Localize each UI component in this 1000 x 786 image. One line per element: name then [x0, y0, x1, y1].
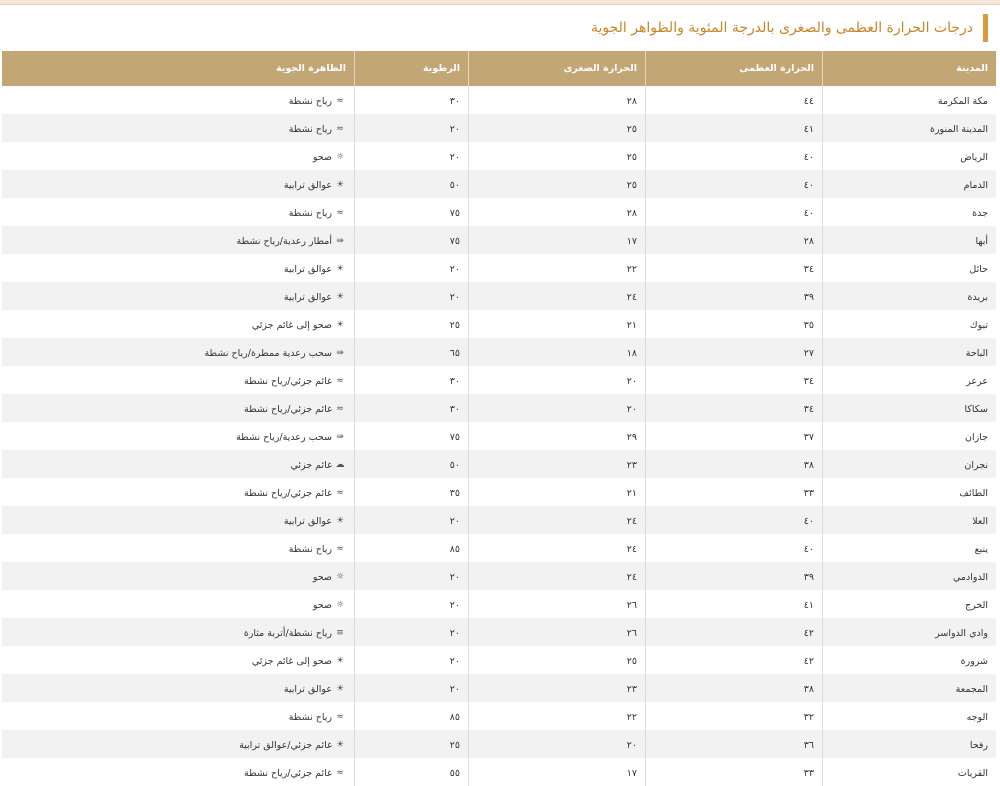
weather-label [289, 712, 346, 723]
cell-weather [2, 282, 355, 310]
cell-weather [2, 366, 355, 394]
table-row [2, 254, 996, 282]
weather-text: رياح نشطة [288, 207, 332, 219]
cell-humidity: ٢٠ [355, 142, 469, 170]
cell-min-temp: ٢٣ [469, 674, 646, 702]
weather-text: غائم جزئي/رياح نشطة [243, 375, 332, 387]
cell-weather [2, 534, 355, 562]
dust-icon: ☀ [335, 516, 345, 527]
sun-icon: ☼ [335, 572, 345, 583]
cell-min-temp: ٢٩ [469, 422, 646, 450]
cell-min-temp: ٢٥ [469, 646, 646, 674]
cell-min-temp: ٢٨ [469, 86, 646, 114]
weather-text: صحو [312, 571, 332, 583]
weather-text: أمطار رعدية/رياح نشطة [236, 235, 332, 247]
cell-weather [2, 674, 355, 702]
title-accent-bar [983, 14, 988, 42]
table-row [2, 170, 996, 198]
weather-label [237, 236, 347, 247]
dust-icon: ☀ [335, 180, 345, 191]
cell-weather [2, 86, 355, 114]
cell-city: الخرج [823, 590, 997, 618]
wind-icon: ≈ [336, 376, 344, 387]
cell-humidity: ٢٠ [355, 646, 469, 674]
table-row [2, 702, 996, 730]
cell-weather [2, 590, 355, 618]
cell-city: الوجه [823, 702, 997, 730]
table-row [2, 562, 996, 590]
cell-max-temp: ٣٩ [646, 562, 823, 590]
cell-weather [2, 758, 355, 786]
table-row [2, 114, 996, 142]
weather-text: رياح نشطة [288, 95, 332, 107]
table-header-row [2, 51, 996, 86]
cell-humidity: ٢٠ [355, 674, 469, 702]
weather-label [313, 572, 346, 583]
wind-icon: ≈ [336, 208, 344, 219]
cell-min-temp: ٢٢ [469, 702, 646, 730]
cell-max-temp: ٤٢ [646, 618, 823, 646]
cell-max-temp: ٣٤ [646, 366, 823, 394]
table-row [2, 142, 996, 170]
weather-label [284, 292, 346, 303]
cell-humidity: ٧٥ [355, 226, 469, 254]
storm-icon: ⇛ [336, 348, 344, 359]
cell-min-temp: ٢٠ [469, 366, 646, 394]
cell-city: حائل [823, 254, 997, 282]
cell-max-temp: ٤١ [646, 114, 823, 142]
column-header-max-temp: الحرارة العظمى [646, 51, 823, 86]
cell-max-temp: ٣٢ [646, 702, 823, 730]
column-header-min-temp: الحرارة الصغرى [469, 51, 646, 86]
cell-humidity: ٢٠ [355, 618, 469, 646]
table-row [2, 590, 996, 618]
weather-text: صحو إلى غائم جزئي [251, 655, 332, 667]
dust-icon: ☀ [335, 264, 345, 275]
table-row [2, 394, 996, 422]
cell-weather [2, 618, 355, 646]
table-row [2, 282, 996, 310]
weather-text: صحو [312, 151, 332, 163]
cell-city: الرياض [823, 142, 997, 170]
cell-weather [2, 254, 355, 282]
cell-max-temp: ٤٠ [646, 170, 823, 198]
weather-label [284, 516, 346, 527]
cell-city: الدمام [823, 170, 997, 198]
cell-humidity: ٣٠ [355, 86, 469, 114]
cell-humidity: ٢٠ [355, 590, 469, 618]
cell-city: جدة [823, 198, 997, 226]
cell-min-temp: ٢٤ [469, 282, 646, 310]
cell-max-temp: ٣٦ [646, 730, 823, 758]
cell-max-temp: ٤٠ [646, 534, 823, 562]
weather-text: سحب رعدية/رياح نشطة [236, 431, 332, 443]
weather-text: رياح نشطة/أتربة مثارة [243, 627, 332, 639]
cell-min-temp: ٢٥ [469, 142, 646, 170]
cell-humidity: ٥٠ [355, 170, 469, 198]
cell-weather [2, 562, 355, 590]
weather-label [204, 348, 346, 359]
weather-label [252, 320, 346, 331]
weather-text: عوالق ترابية [283, 515, 332, 527]
dust-icon: ☀ [335, 740, 345, 751]
cell-weather [2, 142, 355, 170]
cell-city: العلا [823, 506, 997, 534]
top-strip [0, 0, 1000, 5]
cell-max-temp: ٤٠ [646, 198, 823, 226]
cell-weather [2, 338, 355, 366]
weather-label [284, 264, 346, 275]
cell-min-temp: ٢٦ [469, 618, 646, 646]
weather-label [284, 684, 346, 695]
cell-city: الباحة [823, 338, 997, 366]
weather-label [284, 180, 346, 191]
column-header-humidity: الرطوبة [355, 51, 469, 86]
cell-min-temp: ٢٤ [469, 562, 646, 590]
table-row [2, 534, 996, 562]
sun-cloud-icon: ☀ [335, 320, 345, 331]
cell-city: بريدة [823, 282, 997, 310]
cell-weather [2, 450, 355, 478]
dust-wind-icon: ≡ [336, 628, 344, 639]
wind-icon: ≈ [336, 404, 344, 415]
cell-weather [2, 226, 355, 254]
weather-text: صحو [312, 599, 332, 611]
cell-city: وادي الدواسر [823, 618, 997, 646]
cell-humidity: ٢٠ [355, 254, 469, 282]
cell-city: شرورة [823, 646, 997, 674]
cell-weather [2, 730, 355, 758]
cell-min-temp: ٢٨ [469, 198, 646, 226]
table-row [2, 506, 996, 534]
storm-icon: ⇛ [336, 432, 344, 443]
cell-min-temp: ٢١ [469, 478, 646, 506]
cell-max-temp: ٤٢ [646, 646, 823, 674]
cell-weather [2, 394, 355, 422]
cell-min-temp: ٢٤ [469, 534, 646, 562]
weather-label [244, 768, 346, 779]
cell-weather [2, 422, 355, 450]
table-row [2, 450, 996, 478]
table-row [2, 86, 996, 114]
cell-max-temp: ٤٤ [646, 86, 823, 114]
dust-icon: ☀ [335, 684, 345, 695]
cell-weather [2, 506, 355, 534]
weather-label [289, 96, 346, 107]
cell-min-temp: ٢٦ [469, 590, 646, 618]
cell-weather [2, 478, 355, 506]
weather-label [236, 432, 346, 443]
table-body [2, 86, 996, 786]
cell-humidity: ٣٠ [355, 394, 469, 422]
table-row [2, 618, 996, 646]
cell-humidity: ٥٥ [355, 758, 469, 786]
wind-icon: ≈ [336, 544, 344, 555]
dust-icon: ☀ [335, 292, 345, 303]
cell-city: المدينة المنورة [823, 114, 997, 142]
cell-max-temp: ٢٨ [646, 226, 823, 254]
cell-city: مكة المكرمة [823, 86, 997, 114]
cell-min-temp: ١٧ [469, 758, 646, 786]
cell-max-temp: ٣٣ [646, 478, 823, 506]
cell-city: أبها [823, 226, 997, 254]
weather-text: صحو إلى غائم جزئي [251, 319, 332, 331]
weather-text: رياح نشطة [288, 711, 332, 723]
cell-city: رفحا [823, 730, 997, 758]
cell-min-temp: ٢٤ [469, 506, 646, 534]
cell-humidity: ٨٥ [355, 534, 469, 562]
weather-text: رياح نشطة [288, 543, 332, 555]
cell-city: سكاكا [823, 394, 997, 422]
cell-max-temp: ٣٧ [646, 422, 823, 450]
cell-city: جازان [823, 422, 997, 450]
cell-humidity: ٢٥ [355, 730, 469, 758]
cell-min-temp: ٢٢ [469, 254, 646, 282]
cell-city: القريات [823, 758, 997, 786]
weather-label [289, 544, 346, 555]
weather-text: غائم جزئي [290, 459, 332, 471]
cell-max-temp: ٣٣ [646, 758, 823, 786]
cell-humidity: ٢٠ [355, 114, 469, 142]
page-title: درجات الحرارة العظمى والصغرى بالدرجة المئوية والظواهر الجوية [590, 20, 973, 36]
cell-humidity: ٢٠ [355, 506, 469, 534]
sun-cloud-icon: ☀ [335, 656, 345, 667]
weather-text: غائم جزئي/رياح نشطة [243, 767, 332, 779]
weather-table [2, 51, 996, 786]
weather-table-container [2, 51, 996, 779]
cell-max-temp: ٣٤ [646, 254, 823, 282]
cell-humidity: ٧٥ [355, 422, 469, 450]
cell-min-temp: ٢٠ [469, 394, 646, 422]
weather-label [313, 152, 346, 163]
weather-label [244, 488, 346, 499]
cell-min-temp: ٢٠ [469, 730, 646, 758]
cell-humidity: ٢٠ [355, 562, 469, 590]
cell-city: تبوك [823, 310, 997, 338]
partly-cloudy-icon: ☁ [335, 460, 345, 471]
weather-text: سحب رعدية ممطرة/رياح نشطة [204, 347, 332, 359]
cell-min-temp: ٢٥ [469, 170, 646, 198]
cell-city: نجران [823, 450, 997, 478]
wind-icon: ≈ [336, 768, 344, 779]
weather-label [244, 376, 346, 387]
table-row [2, 310, 996, 338]
storm-icon: ⇛ [336, 236, 344, 247]
weather-label [244, 628, 346, 639]
cell-max-temp: ٢٧ [646, 338, 823, 366]
cell-city: الطائف [823, 478, 997, 506]
cell-humidity: ٢٠ [355, 282, 469, 310]
weather-text: غائم جزئي/رياح نشطة [243, 403, 332, 415]
table-row [2, 674, 996, 702]
cell-max-temp: ٤١ [646, 590, 823, 618]
weather-text: غائم جزئي/عوالق ترابية [239, 739, 332, 751]
weather-label [289, 124, 346, 135]
cell-weather [2, 646, 355, 674]
table-row [2, 198, 996, 226]
cell-humidity: ٨٥ [355, 702, 469, 730]
cell-max-temp: ٤٠ [646, 506, 823, 534]
cell-min-temp: ٢٣ [469, 450, 646, 478]
weather-label [289, 208, 346, 219]
table-row [2, 422, 996, 450]
cell-min-temp: ٢١ [469, 310, 646, 338]
cell-city: عرعر [823, 366, 997, 394]
cell-min-temp: ٢٥ [469, 114, 646, 142]
cell-humidity: ٢٥ [355, 310, 469, 338]
cell-max-temp: ٣٥ [646, 310, 823, 338]
wind-icon: ≈ [336, 488, 344, 499]
cell-humidity: ٥٠ [355, 450, 469, 478]
weather-text: رياح نشطة [288, 123, 332, 135]
cell-humidity: ٣٥ [355, 478, 469, 506]
table-row [2, 338, 996, 366]
cell-max-temp: ٣٨ [646, 674, 823, 702]
table-row [2, 646, 996, 674]
cell-humidity: ٧٥ [355, 198, 469, 226]
cell-weather [2, 170, 355, 198]
cell-max-temp: ٤٠ [646, 142, 823, 170]
cell-city: المجمعة [823, 674, 997, 702]
table-row [2, 366, 996, 394]
cell-city: ينبع [823, 534, 997, 562]
table-row [2, 226, 996, 254]
table-row [2, 478, 996, 506]
weather-text: عوالق ترابية [283, 291, 332, 303]
weather-text: غائم جزئي/رياح نشطة [243, 487, 332, 499]
weather-label [290, 460, 346, 471]
cell-city: الدوادمي [823, 562, 997, 590]
cell-max-temp: ٣٩ [646, 282, 823, 310]
cell-humidity: ٣٠ [355, 366, 469, 394]
wind-icon: ≈ [336, 712, 344, 723]
sun-icon: ☼ [335, 152, 345, 163]
weather-label [244, 404, 346, 415]
cell-humidity: ٦٥ [355, 338, 469, 366]
weather-text: عوالق ترابية [283, 179, 332, 191]
cell-min-temp: ١٧ [469, 226, 646, 254]
weather-label [239, 740, 346, 751]
cell-weather [2, 702, 355, 730]
weather-label [313, 600, 346, 611]
cell-max-temp: ٣٨ [646, 450, 823, 478]
weather-text: عوالق ترابية [283, 683, 332, 695]
wind-icon: ≈ [336, 96, 344, 107]
column-header-city: المدينة [823, 51, 997, 86]
column-header-weather: الظاهرة الجوية [2, 51, 355, 86]
table-row [2, 758, 996, 786]
section-header [0, 14, 988, 42]
sun-icon: ☼ [335, 600, 345, 611]
cell-weather [2, 198, 355, 226]
weather-label [252, 656, 346, 667]
cell-max-temp: ٣٤ [646, 394, 823, 422]
weather-text: عوالق ترابية [283, 263, 332, 275]
table-row [2, 730, 996, 758]
cell-weather [2, 310, 355, 338]
cell-min-temp: ١٨ [469, 338, 646, 366]
cell-weather [2, 114, 355, 142]
wind-icon: ≈ [336, 124, 344, 135]
